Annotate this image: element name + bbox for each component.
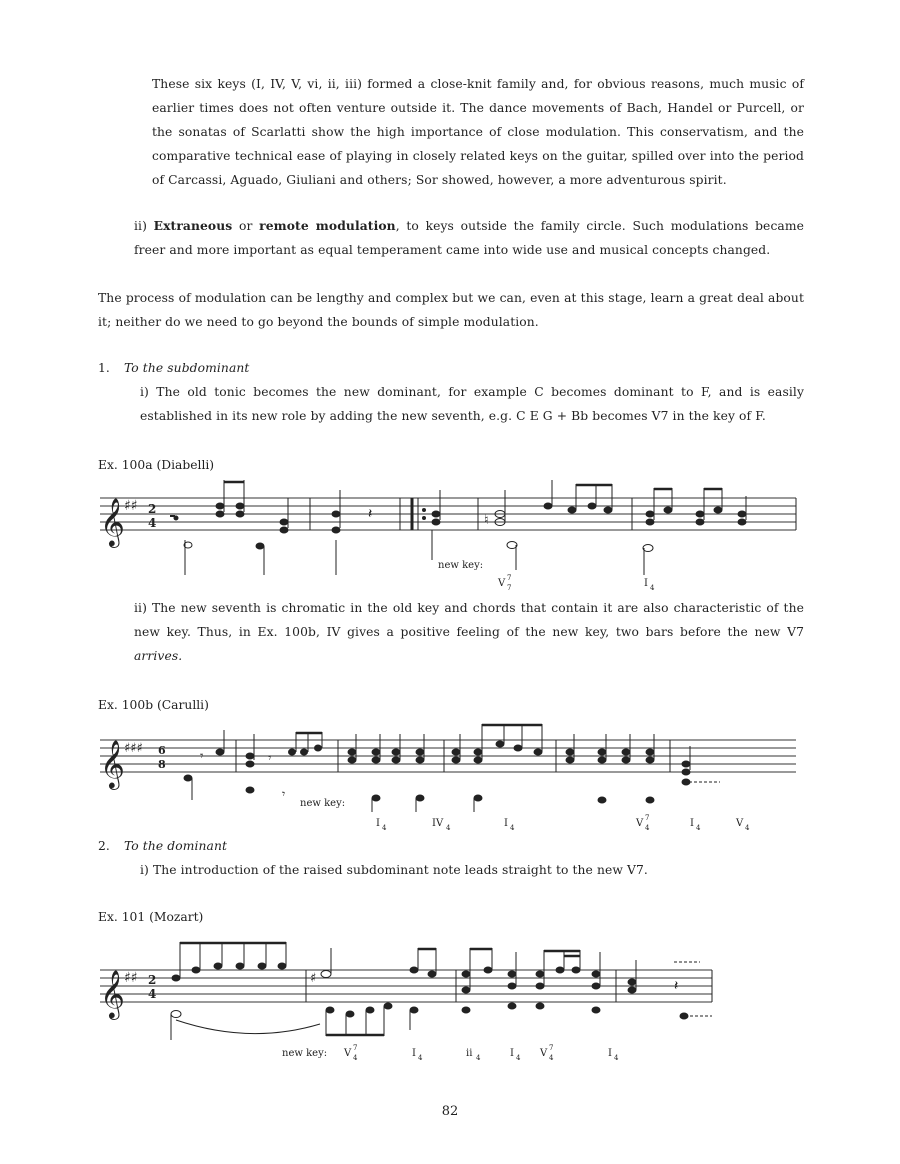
- chord-label-6: [735, 818, 750, 832]
- svg-text:4: 4: [510, 824, 515, 832]
- section-number: 1.: [98, 361, 110, 375]
- paragraph-extraneous-modulation: [134, 214, 804, 262]
- svg-text:♮: ♮: [484, 513, 489, 528]
- svg-text:4: 4: [645, 824, 650, 832]
- svg-text:I: I: [376, 818, 380, 829]
- chord-label-2: [432, 818, 451, 832]
- svg-text:V: V: [636, 818, 644, 829]
- section-2-point-i: i) The introduction of the raised subdominant note leads straight to the new V7.: [140, 863, 648, 877]
- example-101-label: Ex. 101 (Mozart): [98, 910, 204, 924]
- svg-text:4: 4: [446, 824, 451, 832]
- bar-5-notes: [682, 746, 720, 785]
- svg-text:4: 4: [549, 1054, 554, 1062]
- svg-text:7: 7: [507, 584, 512, 592]
- time-signature-icon: 6: [158, 744, 166, 757]
- svg-text:4: 4: [148, 987, 157, 1001]
- new-key-annotation: new key:: [300, 798, 346, 809]
- svg-text:7: 7: [507, 574, 512, 582]
- term-description: , to keys outside the family circle. Such modulations became freer and more important as equal temperament came into wide use and musical concepts changed.: [134, 219, 804, 257]
- treble-clef-icon: 𝄞: [100, 497, 125, 546]
- svg-text:V: V: [344, 1048, 352, 1059]
- svg-text:4: 4: [614, 1054, 619, 1062]
- key-signature-icon: ♯♯: [124, 970, 138, 986]
- bar-3-notes: [462, 948, 600, 1013]
- svg-text:V: V: [736, 818, 744, 829]
- section-number: 2.: [98, 839, 110, 853]
- example-100b-staff: [0, 710, 900, 840]
- key-signature-icon: ♯♯♯: [124, 741, 143, 756]
- connector-text: or: [232, 219, 260, 233]
- example-100a-label: Ex. 100a (Diabelli): [98, 458, 215, 472]
- svg-text:I: I: [504, 818, 508, 829]
- svg-text:I: I: [412, 1048, 416, 1059]
- example-100a-staff: [0, 470, 900, 600]
- section-2-heading: [98, 834, 227, 858]
- point-ii-text: ii) The new seventh is chromatic in the old key and chords that contain it are also characteristic of the new key. Thus, in Ex. 100b, IV gives a positive feeling of the new key, two bars before the new V7: [134, 601, 804, 639]
- example-100b-label: Ex. 100b (Carulli): [98, 698, 209, 712]
- svg-text:4: 4: [696, 824, 701, 832]
- new-key-annotation: new key:: [438, 560, 484, 571]
- svg-text:4: 4: [148, 516, 157, 530]
- svg-text:I: I: [644, 578, 648, 589]
- chord-label-1: [376, 818, 387, 832]
- svg-text:4: 4: [476, 1054, 481, 1062]
- chord-label-4: [635, 814, 650, 832]
- paragraph-close-family: These six keys (I, IV, V, vi, ii, iii) formed a close-knit family and, for obvious reasons, much music of earlier times does not often venture outside it. The dance movements of Bach, Handel or Purcell, or the sonatas of Scarlatti show the high importance of close modulation. This conservatism, and the comparative technical ease of playing in closely related keys on the guitar, spilled over into the period of Carcassi, Aguado, Giuliani and others; Sor showed, however, a more adventurous spirit.: [152, 77, 804, 187]
- svg-text:V: V: [498, 578, 506, 589]
- paragraph-process: The process of modulation can be lengthy and complex but we can, even at this stage, learn a great deal about it; neither do we need to go beyond the bounds of simple modulation.: [98, 291, 804, 329]
- chord-label-5: [690, 818, 701, 832]
- section-1-point-i: i) The old tonic becomes the new dominant, for example C becomes dominant to F, and is easily established in its new role by adding the new seventh, e.g. C E G + Bb becomes V7 in the key of F.: [140, 385, 804, 423]
- treble-clef-icon: 𝄞: [100, 969, 125, 1018]
- svg-text:4: 4: [418, 1054, 423, 1062]
- bar-1-notes: [171, 942, 320, 1040]
- svg-text:𝄽: 𝄽: [368, 506, 373, 522]
- section-1-heading: [98, 356, 249, 380]
- chord-label-2: [412, 1048, 423, 1062]
- svg-text:4: 4: [353, 1054, 358, 1062]
- svg-text:𝄽: 𝄽: [674, 978, 679, 994]
- bar-2-notes: [348, 734, 424, 812]
- bar-4-notes: [566, 734, 654, 803]
- chord-label-v7: [497, 574, 511, 592]
- svg-text:IV: IV: [432, 818, 444, 829]
- section-title: To the dominant: [123, 839, 228, 853]
- staff-lines: [100, 498, 796, 530]
- svg-text:♯: ♯: [310, 971, 317, 986]
- svg-text:𝄾: 𝄾: [268, 751, 272, 766]
- bar-4-notes: [628, 960, 712, 1019]
- svg-text:8: 8: [158, 758, 166, 771]
- svg-text:7: 7: [645, 814, 650, 822]
- treble-clef-icon: 𝄞: [100, 739, 125, 788]
- chord-label-6: [608, 1048, 619, 1062]
- bar-3-notes: [452, 724, 542, 812]
- key-signature-icon: ♯♯: [124, 498, 138, 514]
- chord-label-3: [466, 1048, 481, 1062]
- example-101-staff: [0, 930, 900, 1080]
- svg-text:7: 7: [353, 1044, 358, 1052]
- term-remote-modulation: remote modulation: [259, 218, 396, 233]
- svg-text:I: I: [510, 1048, 514, 1059]
- chord-label-5: [539, 1044, 554, 1062]
- new-key-annotation: new key:: [282, 1048, 328, 1059]
- time-signature-icon: 2: [148, 502, 157, 516]
- svg-text:𝄾: 𝄾: [200, 749, 204, 764]
- svg-text:7: 7: [549, 1044, 554, 1052]
- point-ii-text-end: arrives.: [134, 649, 183, 663]
- svg-text:I: I: [690, 818, 694, 829]
- section-1-point-ii: [134, 596, 804, 668]
- svg-text:4: 4: [650, 584, 655, 592]
- list-marker: ii): [134, 219, 147, 233]
- bar-1-notes: [246, 732, 322, 801]
- svg-text:𝄾: 𝄾: [282, 787, 286, 801]
- section-title: To the subdominant: [123, 361, 250, 375]
- svg-text:ii: ii: [466, 1048, 473, 1059]
- time-signature-icon: 2: [148, 973, 157, 987]
- term-extraneous: Extraneous: [153, 218, 233, 233]
- page-number: 82: [441, 1104, 459, 1119]
- chord-label-1: [343, 1044, 358, 1062]
- svg-text:V: V: [540, 1048, 548, 1059]
- svg-text:4: 4: [382, 824, 387, 832]
- chord-label-4: [510, 1048, 521, 1062]
- svg-text:4: 4: [516, 1054, 521, 1062]
- chord-label-i: [644, 578, 655, 592]
- bar-2-notes: [310, 948, 436, 1036]
- chord-label-3: [504, 818, 515, 832]
- svg-text:I: I: [608, 1048, 612, 1059]
- svg-text:4: 4: [745, 824, 750, 832]
